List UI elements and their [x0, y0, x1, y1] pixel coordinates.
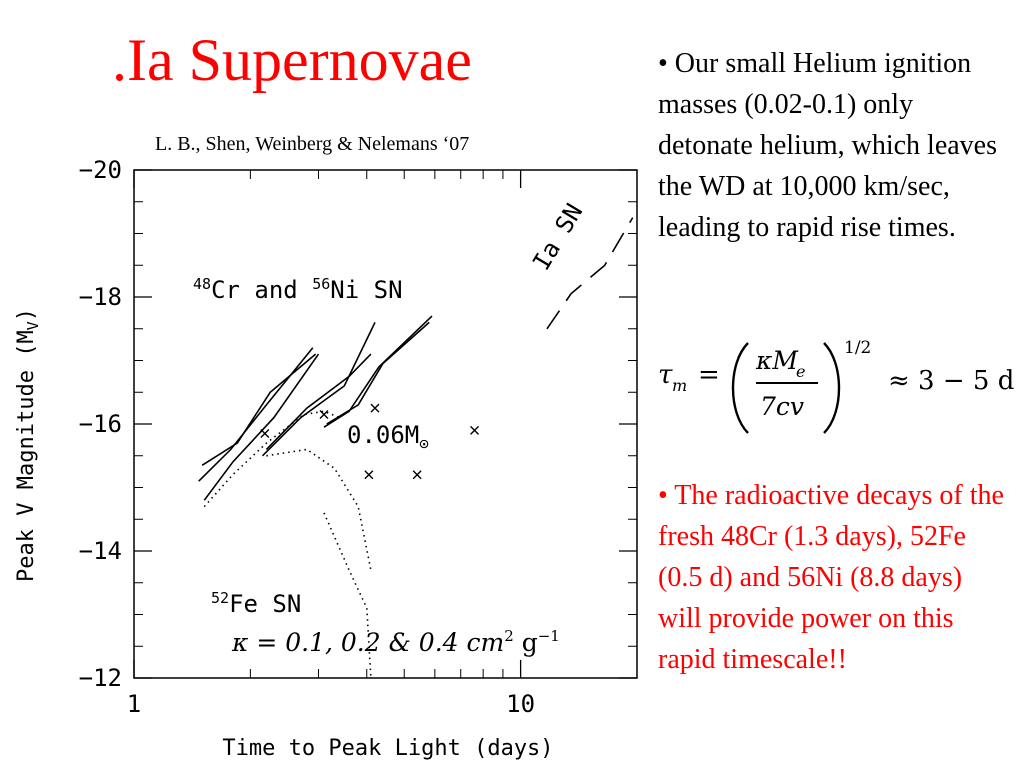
slide-title: .Ia Supernovae: [112, 27, 472, 93]
cross-marker: [261, 430, 269, 438]
cross-marker: [471, 426, 479, 434]
y-axis-label-sub: V: [24, 321, 42, 331]
cr-ni-sn-label: [193, 275, 403, 304]
y-tick-label: −20: [78, 156, 122, 184]
formula-lhs-sub: m: [672, 376, 688, 395]
mass-label: [347, 421, 429, 453]
cr-ni-text-a: Cr and: [211, 276, 313, 304]
formula-exponent: 1/2: [844, 338, 872, 358]
cross-marker: [413, 471, 421, 479]
bullet-radioactive-decays: • The radioactive decays of the fresh 48Cr (1.3 days), 52Fe (0.5 d) and 56Ni (8.8 days) will provide power on this rapid timescale!!: [658, 480, 1004, 675]
formula-numerator: κM: [756, 346, 798, 375]
fe-text: Fe SN: [229, 590, 302, 618]
cr-ni-text-b: Ni SN: [330, 276, 403, 304]
x-tick-label: 10: [506, 690, 536, 718]
formula-left-paren: [733, 343, 748, 433]
x-tick-label: 1: [126, 690, 142, 718]
formula-rhs: ≈ 3 − 5 d: [888, 366, 1015, 396]
dotted-model-curve: [204, 411, 339, 506]
solid-model-curve: [202, 354, 316, 465]
solid-model-curve: [204, 354, 318, 500]
ia-sn-label: Ia SN: [527, 198, 589, 276]
formula-right-paren: [824, 343, 839, 433]
cr-ni-sup-56: 56: [312, 275, 331, 293]
peak-magnitude-chart: [0, 150, 650, 768]
y-tick-label: −18: [78, 283, 122, 311]
kappa-sup-neg1: −1: [537, 627, 560, 645]
fe-sn-label: [211, 589, 301, 618]
solid-model-curve: [327, 322, 430, 424]
mass-value: 0.06M: [347, 421, 420, 449]
dotted-model-curve: [266, 449, 371, 570]
solar-mass-symbol: ⊙: [419, 434, 429, 453]
kappa-text: κ = 0.1, 0.2 & 0.4 cm: [232, 628, 505, 657]
y-axis-label-main: Peak V Magnitude (M: [14, 330, 39, 582]
formula-equals: =: [698, 360, 720, 390]
citation: L. B., Shen, Weinberg & Nelemans ‘07: [155, 133, 470, 155]
y-axis-label-close: ): [14, 308, 39, 322]
formula-numerator-sub: e: [796, 362, 806, 381]
y-axis-label: [14, 308, 42, 582]
cross-marker: [320, 410, 328, 418]
cr-ni-sup-48: 48: [193, 275, 212, 293]
y-tick-label: −12: [78, 664, 122, 692]
bullet-helium-ignition: • Our small Helium ignition masses (0.02-0.1) only detonate helium, which leaves the WD at 10,000 km/sec, leading to rapid rise times.: [658, 48, 997, 243]
kappa-g: g: [513, 628, 538, 657]
cross-marker: [371, 404, 379, 412]
cross-marker: [365, 471, 373, 479]
x-axis-label: Time to Peak Light (days): [222, 736, 554, 761]
y-tick-label: −16: [78, 410, 122, 438]
formula-lhs: τ: [658, 360, 673, 390]
fe-sup-52: 52: [211, 589, 230, 607]
y-tick-label: −14: [78, 537, 122, 565]
timescale-formula: [656, 333, 1018, 443]
formula-denominator: 7cv: [760, 392, 805, 421]
kappa-label: [231, 627, 560, 657]
kappa-sup-2: 2: [504, 627, 514, 645]
